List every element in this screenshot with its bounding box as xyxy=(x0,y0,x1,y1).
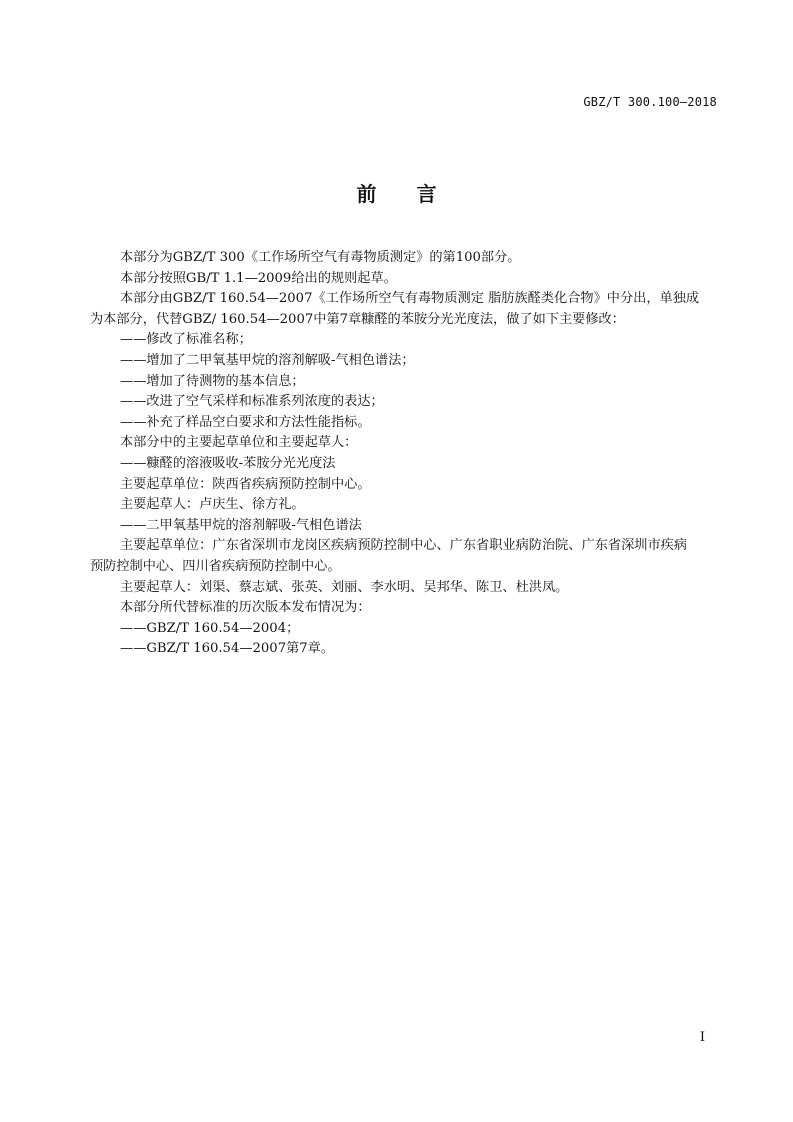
list-item: ——糠醛的溶液吸收-苯胺分光光度法 xyxy=(120,455,336,471)
list-item: ——二甲氧基甲烷的溶剂解吸-气相色谱法 xyxy=(120,517,362,533)
list-item: ——补充了样品空白要求和方法性能指标。 xyxy=(120,414,371,430)
paragraph: 本部分中的主要起草单位和主要起草人： xyxy=(120,435,358,451)
paragraph: 本部分由GBZ/T 160.54—2007《工作场所空气有毒物质测定 脂肪族醛类化合物》中分出，单独成 xyxy=(120,291,700,307)
standard-code: GBZ/T 300.100—2018 xyxy=(583,95,717,109)
paragraph: 主要起草单位：广东省深圳市龙岗区疾病预防控制中心、广东省职业病防治院、广东省深圳市疾病 xyxy=(120,538,688,554)
page-title: 前言 xyxy=(356,182,477,206)
paragraph: 本部分所代替标准的历次版本发布情况为： xyxy=(120,600,371,616)
list-item: ——GBZ/T 160.54—2007第7章。 xyxy=(120,641,335,657)
list-item: ——增加了二甲氧基甲烷的溶剂解吸-气相色谱法； xyxy=(120,352,415,368)
list-item: ——修改了标准名称； xyxy=(120,332,252,348)
paragraph: 本部分为GBZ/T 300《工作场所空气有毒物质测定》的第100部分。 xyxy=(120,250,521,265)
paragraph: 预防控制中心、四川省疾病预防控制中心。 xyxy=(90,558,341,574)
paragraph: 主要起草人：卢庆生、徐方礼。 xyxy=(120,497,305,513)
paragraph: 本部分按照GB/T 1.1—2009给出的规则起草。 xyxy=(120,270,397,286)
foreword-body xyxy=(90,248,720,660)
paragraph: 主要起草人：刘渠、蔡志斌、张英、刘丽、李水明、吴邦华、陈卫、杜洪凤。 xyxy=(120,579,569,595)
list-item: ——GBZ/T 160.54—2004； xyxy=(120,620,300,636)
paragraph: 为本部分，代替GBZ/ 160.54—2007中第7章糠醛的苯胺分光光度法，做了如下主要修改： xyxy=(90,311,625,327)
paragraph: 主要起草单位：陕西省疾病预防控制中心。 xyxy=(120,476,371,492)
page-number: I xyxy=(699,1030,705,1045)
list-item: ——增加了待测物的基本信息； xyxy=(120,373,305,389)
list-item: ——改进了空气采样和标准系列浓度的表达； xyxy=(120,394,384,410)
